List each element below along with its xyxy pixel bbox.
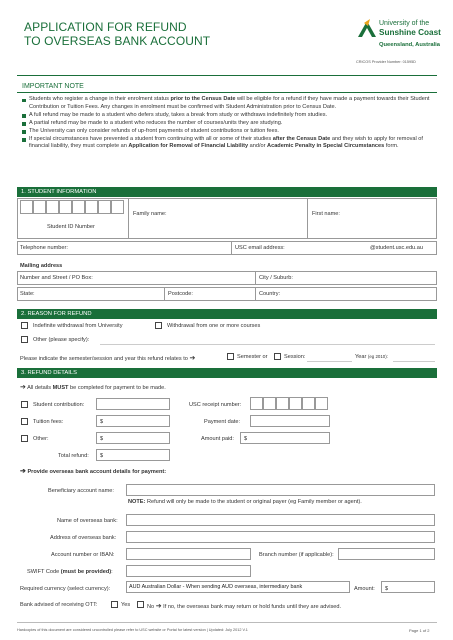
amount-input[interactable] [381,581,435,593]
page-number: Page 1 of 2 [409,628,430,633]
amount-label: Amount: [354,586,375,592]
street-label: Number and Street / PO Box: [20,275,93,281]
cricos-number: CRICOS Provider Number: 01595D [356,60,416,64]
section-reason-header: 2. REASON FOR REFUND [17,309,437,319]
important-divider [17,92,437,93]
usc-email-label: USC email address: [235,245,285,251]
receipt-number-field[interactable] [250,397,328,410]
mailing-address-heading: Mailing address [20,263,63,269]
indefinite-withdrawal-label: Indefinite withdrawal from University [33,323,123,329]
yes-label: Yes [121,602,131,608]
receipt-number-label: USC receipt number: [189,402,242,408]
dollar-sign: $ [385,586,389,592]
arrow-right-icon: ➔ [189,355,196,362]
arrow-right-icon: ➔ [20,384,26,391]
semester-checkbox[interactable] [227,353,234,360]
total-refund-input[interactable] [96,449,170,461]
university-logo: University of the Sunshine Coast Queensland, Australia [356,17,434,57]
other-refund-label: Other: [33,436,49,442]
refund-details-note: ➔ All details MUST be completed for payment to be made. [20,384,166,391]
session-input[interactable] [307,350,352,362]
indefinite-withdrawal-checkbox[interactable] [21,322,28,329]
account-number-input[interactable] [126,548,251,560]
email-domain-text: @student.usc.edu.au [370,245,423,251]
family-name-input[interactable] [130,218,306,238]
dollar-sign: $ [100,436,104,442]
list-item: If special circumstances have prevented a student from continuing with all or some of their studies after the Census Date and they wish to apply for removal of financial liability, they must complete an Application for Removal of Financial Liability and/or Academic Penalty in Special Circumstances form. [22,136,437,152]
dollar-sign: $ [100,453,104,459]
bank-advised-label: Bank advised of receiving OTT: [20,602,98,608]
bank-name-input[interactable] [126,514,435,526]
session-label: Session: [284,354,306,360]
state-label: State: [20,291,35,297]
tuition-fees-input[interactable] [96,415,170,427]
no-label: No ➔ If no, the overseas bank may return or hold funds until they are advised. [147,603,342,610]
section-student-information-header: 1. STUDENT INFORMATION [17,187,437,197]
postcode-input[interactable] [200,288,252,300]
street-input[interactable] [100,272,250,284]
semester-label: Semester or [237,354,268,360]
other-refund-checkbox[interactable] [21,435,28,442]
important-note-list [22,96,437,151]
student-id-label: Student ID Number [47,224,95,230]
telephone-label: Telephone number: [20,245,68,251]
list-item: The University can only consider refunds of up-front payments of student contributions or tuition fees. [22,128,437,136]
bank-name-label: Name of overseas bank: [57,518,118,524]
telephone-input[interactable] [78,242,228,254]
student-contribution-label: Student contribution: [33,402,85,408]
first-name-input[interactable] [309,218,435,238]
beneficiary-label: Beneficiary account name: [48,488,114,494]
family-name-label: Family name: [133,211,167,217]
usc-email-input[interactable] [295,242,365,254]
year-input[interactable] [393,350,435,362]
arrow-right-icon: ➔ [20,468,26,475]
tuition-fees-checkbox[interactable] [21,418,28,425]
header-divider [17,75,437,76]
currency-select[interactable]: AUD Australian Dollar - When sending AUD overseas, intermediary bank [126,581,350,593]
student-id-field[interactable] [20,200,124,214]
tuition-fees-label: Tuition fees: [33,419,64,425]
bank-advised-yes-checkbox[interactable] [111,601,118,608]
currency-label: Required currency (select currency): [20,586,111,592]
swift-code-label: SWIFT Code (must be provided): [27,569,113,575]
bank-address-input[interactable] [126,531,435,543]
session-checkbox[interactable] [274,353,281,360]
dollar-sign: $ [244,436,248,442]
state-input[interactable] [40,288,160,300]
other-reason-checkbox[interactable] [21,336,28,343]
course-withdrawal-checkbox[interactable] [155,322,162,329]
postcode-label: Postcode: [168,291,193,297]
year-label: Year (eg 2010): [355,354,388,360]
country-input[interactable] [290,288,435,300]
section-refund-details-header: 3. REFUND DETAILS [17,368,437,378]
dollar-sign: $ [100,419,104,425]
swift-code-input[interactable] [126,565,251,577]
important-note-title: IMPORTANT NOTE [22,83,84,90]
student-contribution-checkbox[interactable] [21,401,28,408]
bank-advised-no-checkbox[interactable] [137,601,144,608]
semester-question: Please indicate the semester/session and year this refund relates to ➔ [20,355,196,362]
arrow-right-icon: ➔ [155,603,162,610]
first-name-label: First name: [312,211,340,217]
footer-divider [17,622,437,623]
beneficiary-note: NOTE: Refund will only be made to the student or original payer (eg Family member or agent). [128,499,362,505]
list-item: Students who register a change in their enrolment status prior to the Census Date will be eligible for a refund if they have made a payment towards their Student Contribution or Tuition Fees. Any changes in enrolment must be confirmed with Student Administration prior to Census Date. [22,96,437,112]
amount-paid-label: Amount paid: [201,436,234,442]
list-item: A full refund may be made to a student who defers study, takes a break from study or withdraws indefinitely from studies. [22,112,437,120]
branch-number-label: Branch number (if applicable): [259,552,334,558]
logo-mark-icon [356,17,378,39]
branch-number-input[interactable] [338,548,435,560]
beneficiary-input[interactable] [126,484,435,496]
other-reason-label: Other (please specify): [33,337,90,343]
account-number-label: Account number or IBAN: [51,552,115,558]
payment-date-input[interactable] [250,415,330,427]
payment-date-label: Payment date: [204,419,241,425]
other-reason-input[interactable] [100,333,435,345]
total-refund-label: Total refund: [58,453,89,459]
other-refund-input[interactable] [96,432,170,444]
provide-bank-heading: ➔ Provide overseas bank account details for payment: [20,468,167,475]
list-item: A partial refund may be made to a student who reduces the number of courses/units they are studying. [22,120,437,128]
footer-text: Hardcopies of this document are considered uncontrolled please refer to USC website or Portal for latest version | Updated: July 2012 V.1 [17,628,248,632]
student-contribution-input[interactable] [96,398,170,410]
bank-address-label: Address of overseas bank: [50,535,117,541]
country-label: Country: [259,291,281,297]
course-withdrawal-label: Withdrawal from one or more courses [167,323,261,329]
amount-paid-input[interactable] [240,432,330,444]
city-input[interactable] [300,272,435,284]
city-label: City / Suburb: [259,275,293,281]
form-title: APPLICATION FOR REFUND TO OVERSEAS BANK ACCOUNT [24,20,211,48]
